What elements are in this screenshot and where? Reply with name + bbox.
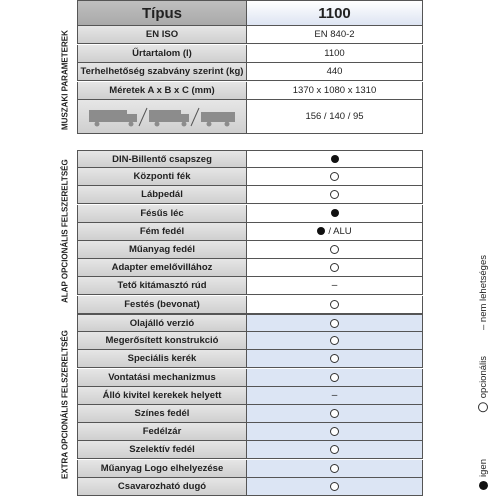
option-mark [317, 226, 351, 237]
table-row [77, 82, 423, 100]
open-circle-icon [330, 190, 339, 199]
table-row [77, 387, 423, 405]
table-row [77, 369, 423, 387]
table-row [77, 223, 423, 241]
row-label: Adapter emelővillához [77, 259, 247, 277]
filled-dot-icon [479, 481, 488, 490]
row-value [247, 460, 423, 478]
row-label: Lábpedál [77, 186, 247, 204]
table-row [77, 63, 423, 81]
row-label: Központi fék [77, 168, 247, 186]
row-label: Álló kivitel kerekek helyett [77, 387, 247, 405]
option-mark [330, 300, 339, 309]
table-row [77, 296, 423, 314]
legend-opcionalis [478, 356, 489, 412]
row-label: Színes fedél [77, 405, 247, 423]
option-mark [331, 209, 339, 217]
open-circle-icon [330, 300, 339, 309]
row-label: Festés (bevonat) [77, 296, 247, 314]
section-label-extra: EXTRA OPCIONÁLIS FELSZERELTSÉG [60, 330, 70, 479]
row-value [247, 168, 423, 186]
table-row [77, 205, 423, 223]
tipus-label: Típus [77, 0, 247, 26]
table-row [77, 441, 423, 459]
row-value [247, 277, 423, 295]
option-mark [330, 172, 339, 181]
option-mark [330, 336, 339, 345]
row-label: Szelektív fedél [77, 441, 247, 459]
row-value: 440 [247, 63, 423, 81]
row-label: Fésűs léc [77, 205, 247, 223]
dash-mark: – [331, 389, 338, 401]
legend-nem-label: – nem lehetséges [478, 255, 489, 330]
row-value [247, 186, 423, 204]
option-mark [330, 319, 339, 328]
option-mark [330, 245, 339, 254]
row-value [247, 314, 423, 332]
option-mark [331, 155, 339, 163]
row-value [247, 296, 423, 314]
row-label: Speciális kerék [77, 350, 247, 368]
filled-dot-icon [331, 155, 339, 163]
row-label [77, 100, 247, 134]
row-label: Méretek A x B x C (mm) [77, 82, 247, 100]
table-row [77, 150, 423, 168]
row-value [247, 423, 423, 441]
row-label: EN ISO [77, 26, 247, 44]
table-row [77, 241, 423, 259]
option-mark [330, 354, 339, 363]
open-circle-icon [330, 245, 339, 254]
table-row [77, 26, 423, 44]
row-value [247, 150, 423, 168]
row-label: Olajálló verzió [77, 314, 247, 332]
row-value [247, 405, 423, 423]
option-mark [330, 190, 339, 199]
row-value [247, 332, 423, 350]
row-value [247, 241, 423, 259]
row-value: 1370 x 1080 x 1310 [247, 82, 423, 100]
option-mark [330, 427, 339, 436]
row-value [247, 259, 423, 277]
table-row [77, 460, 423, 478]
option-mark [330, 373, 339, 382]
row-value [247, 478, 423, 496]
option-mark [332, 280, 338, 291]
open-circle-icon [330, 172, 339, 181]
open-circle-icon [330, 464, 339, 473]
row-value [247, 223, 423, 241]
table-row [77, 332, 423, 350]
option-mark [332, 390, 338, 401]
table-row [77, 100, 423, 134]
row-label: Csavarozható dugó [77, 478, 247, 496]
row-label: Műanyag Logo elhelyezése [77, 460, 247, 478]
open-circle-icon [330, 336, 339, 345]
table-row [77, 259, 423, 277]
filled-dot-icon [331, 209, 339, 217]
legend-opcionalis-label: opcionális [478, 355, 489, 398]
row-label: Vontatási mechanizmus [77, 369, 247, 387]
legend [470, 255, 500, 490]
open-circle-icon [330, 319, 339, 328]
table-row [77, 277, 423, 295]
dash-mark: – [331, 280, 338, 292]
row-label: Műanyag fedél [77, 241, 247, 259]
row-label: Tető kitámasztó rúd [77, 277, 247, 295]
model-label: 1100 [247, 0, 423, 26]
option-mark [330, 409, 339, 418]
open-circle-icon [330, 482, 339, 491]
option-mark [330, 445, 339, 454]
option-mark [330, 263, 339, 272]
row-value: 1100 [247, 45, 423, 63]
table-row [77, 405, 423, 423]
table-header [77, 0, 423, 26]
filled-dot-icon [317, 227, 325, 235]
option-mark [330, 482, 339, 491]
section-label-alap: ALAP OPCIONÁLIS FELSZERELTSÉG [60, 159, 70, 303]
open-circle-icon [330, 354, 339, 363]
table-row [77, 350, 423, 368]
truck-icon [87, 106, 237, 128]
open-circle-icon [479, 402, 489, 412]
legend-igen-label: igen [478, 459, 489, 477]
row-value: EN 840-2 [247, 26, 423, 44]
row-label: DIN-Billentő csapszeg [77, 150, 247, 168]
table-row [77, 168, 423, 186]
row-value: 156 / 140 / 95 [247, 100, 423, 134]
row-value [247, 441, 423, 459]
legend-nem [478, 255, 489, 330]
table-row [77, 45, 423, 63]
truck-icons [87, 106, 237, 128]
row-label: Terhelhetőség szabvány szerint (kg) [77, 63, 247, 81]
row-label: Megerősített konstrukció [77, 332, 247, 350]
section-label-muszaki: MUSZAKI PARAMETEREK [60, 30, 70, 131]
row-label: Űrtartalom (l) [77, 45, 247, 63]
table-row [77, 186, 423, 204]
row-value [247, 350, 423, 368]
table-row [77, 314, 423, 332]
table-row [77, 423, 423, 441]
row-value [247, 369, 423, 387]
row-value [247, 205, 423, 223]
open-circle-icon [330, 263, 339, 272]
row-label: Fedélzár [77, 423, 247, 441]
option-mark [330, 464, 339, 473]
mark-text: / ALU [328, 225, 352, 237]
open-circle-icon [330, 445, 339, 454]
row-label: Fém fedél [77, 223, 247, 241]
open-circle-icon [330, 427, 339, 436]
table-row [77, 478, 423, 496]
row-value [247, 387, 423, 405]
open-circle-icon [330, 373, 339, 382]
legend-igen [478, 459, 489, 490]
open-circle-icon [330, 409, 339, 418]
